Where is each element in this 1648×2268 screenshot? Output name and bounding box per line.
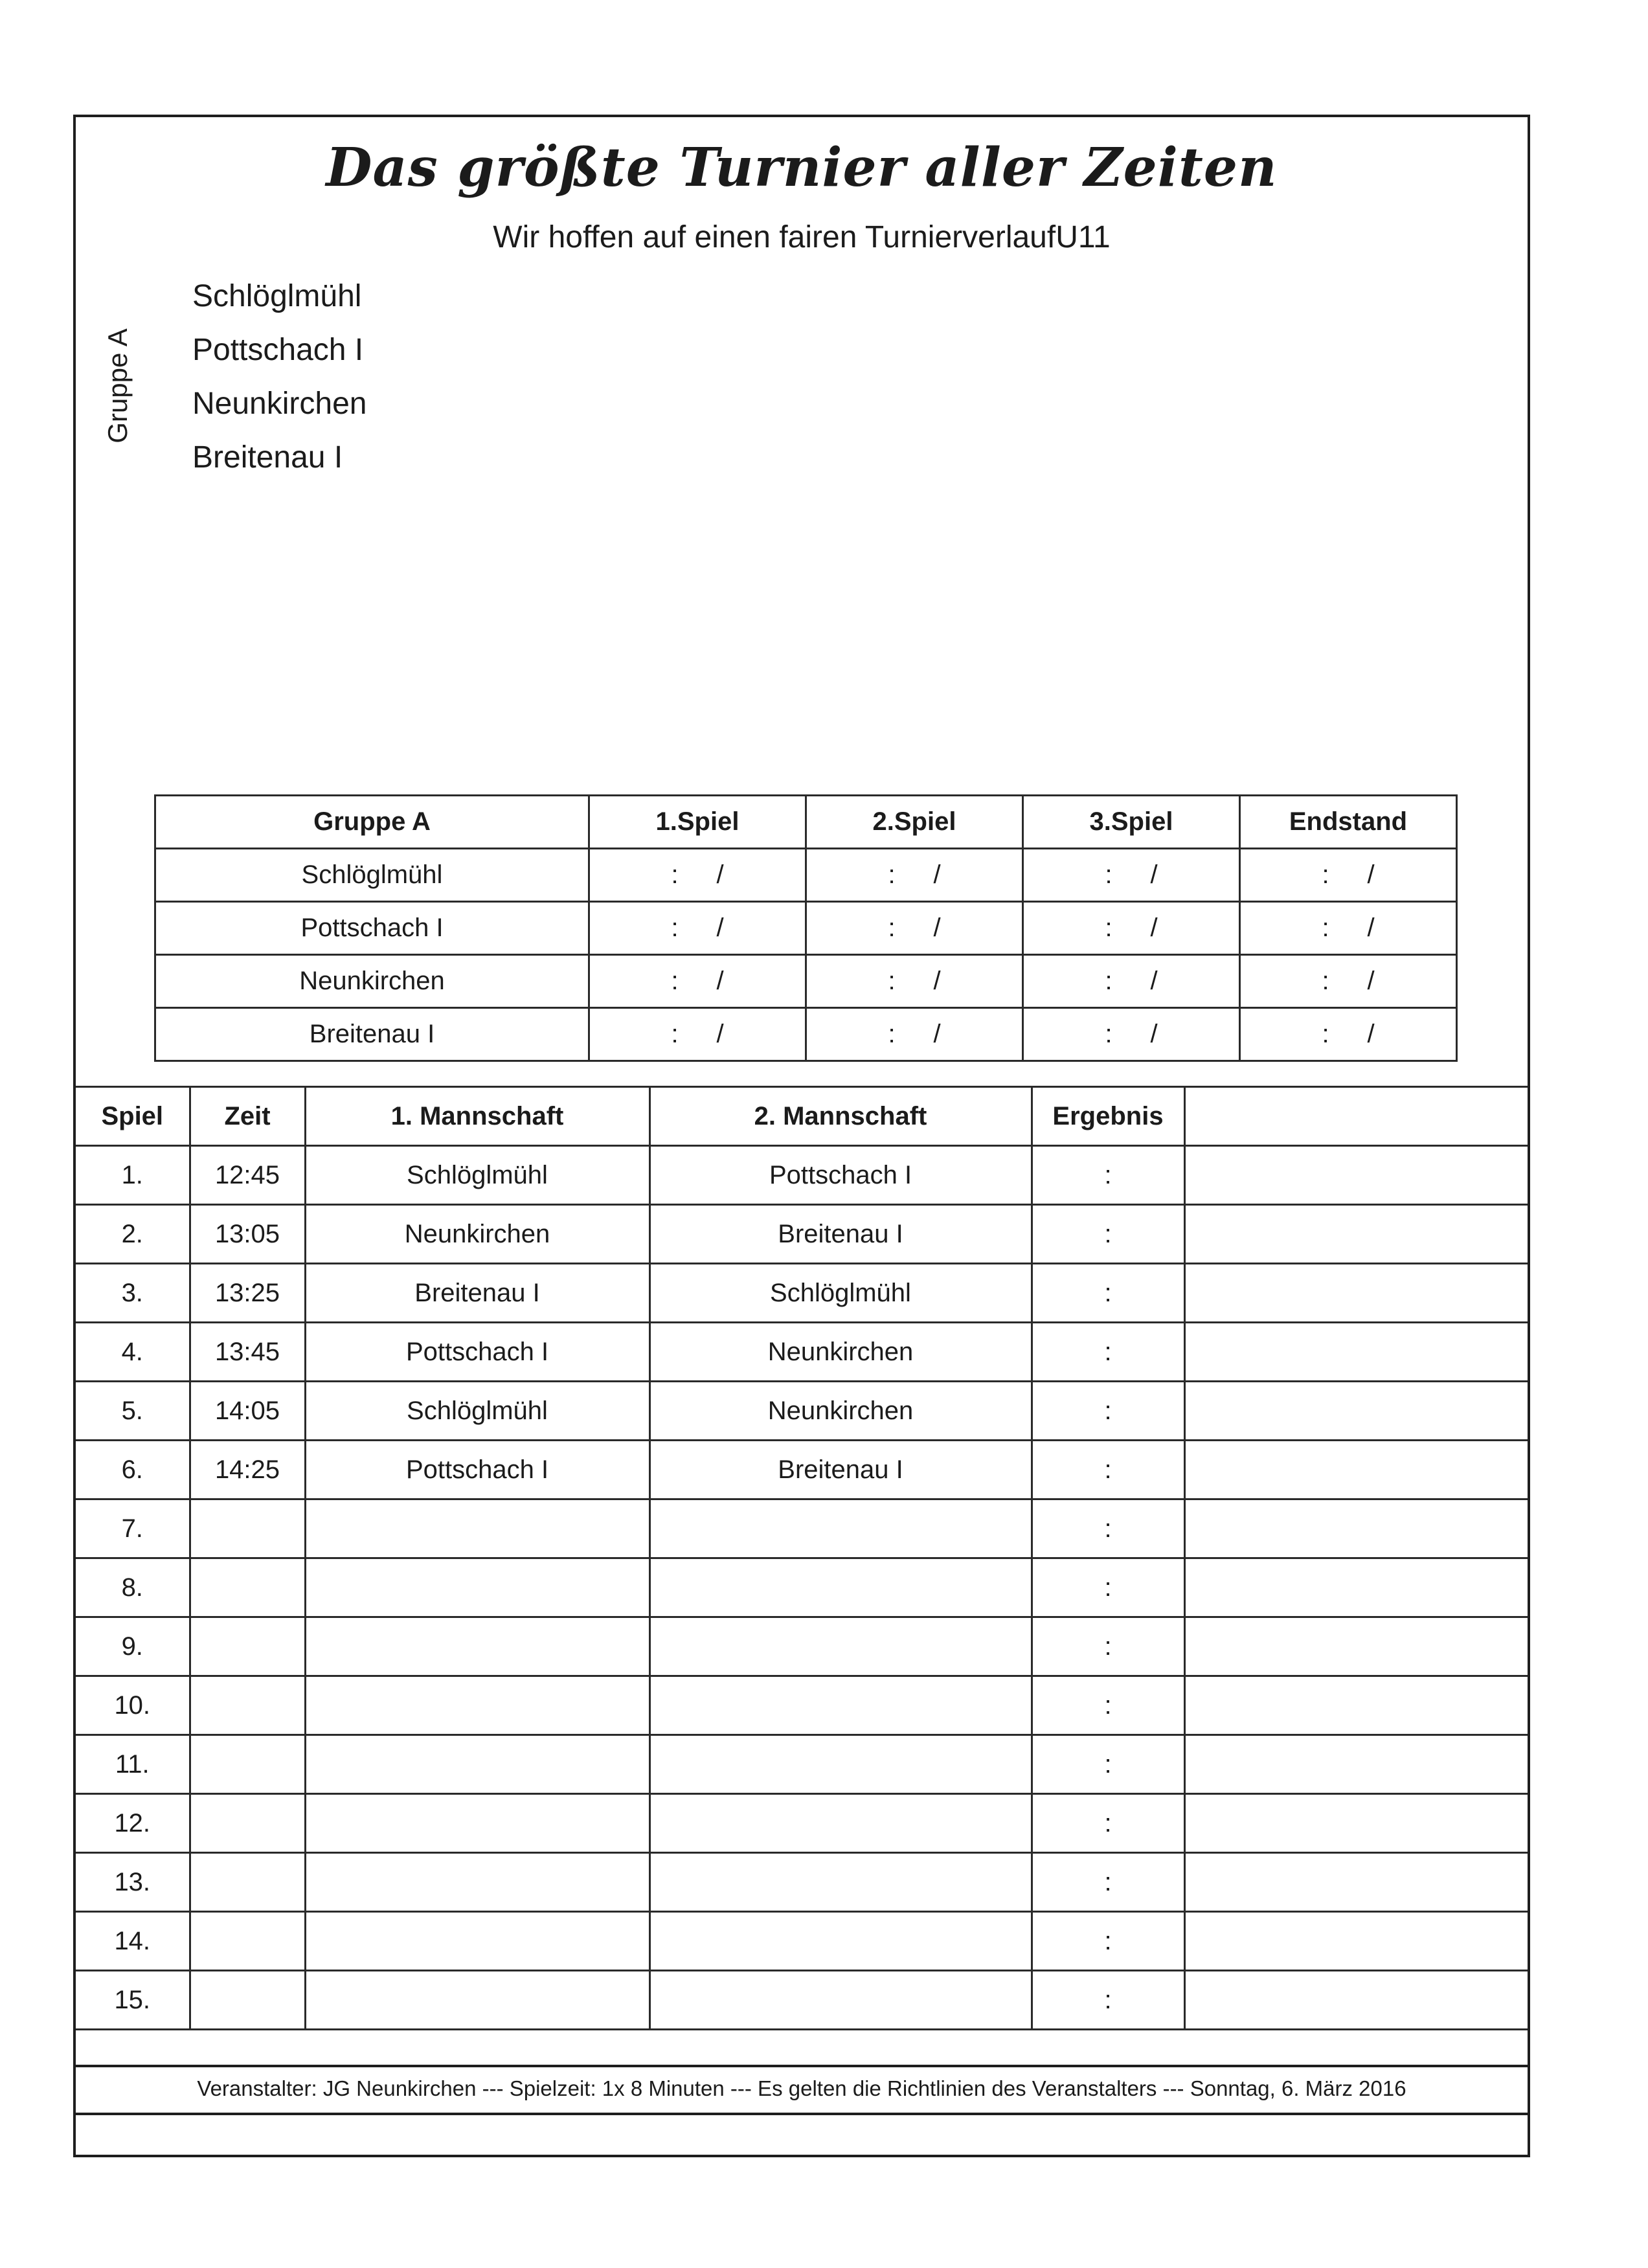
schedule-team2 <box>649 1499 1032 1558</box>
schedule-result[interactable]: : <box>1032 1735 1184 1794</box>
standings-score-cell[interactable] <box>1240 902 1457 955</box>
schedule-game-number: 12. <box>76 1794 190 1853</box>
schedule-notes[interactable] <box>1184 1264 1528 1323</box>
schedule-time <box>190 1735 305 1794</box>
standings-score-cell[interactable] <box>1023 849 1240 902</box>
schedule-row <box>76 1735 1528 1794</box>
standings-score-cell[interactable] <box>1023 955 1240 1008</box>
schedule-row <box>76 1499 1528 1558</box>
standings-score-cell[interactable] <box>806 902 1023 955</box>
schedule-team2 <box>649 1676 1032 1735</box>
standings-score-cell[interactable] <box>1240 955 1457 1008</box>
score-colon: : <box>888 860 896 889</box>
score-colon: : <box>671 914 679 942</box>
schedule-team2 <box>649 1912 1032 1971</box>
schedule-game-number: 10. <box>76 1676 190 1735</box>
schedule-notes[interactable] <box>1184 1499 1528 1558</box>
schedule-team2 <box>649 1853 1032 1912</box>
schedule-result[interactable]: : <box>1032 1617 1184 1676</box>
schedule-row <box>76 1323 1528 1382</box>
schedule-header-result: Ergebnis <box>1032 1087 1184 1146</box>
schedule-team1 <box>305 1558 649 1617</box>
group-team: Pottschach I <box>192 333 364 367</box>
schedule-row <box>76 1676 1528 1735</box>
schedule-time: 14:25 <box>190 1441 305 1499</box>
score-colon: : <box>888 914 896 942</box>
schedule-team2 <box>649 1617 1032 1676</box>
score-colon: : <box>888 1020 896 1048</box>
schedule-time: 13:05 <box>190 1205 305 1264</box>
schedule-team1 <box>305 1617 649 1676</box>
schedule-table <box>76 1086 1528 2030</box>
schedule-result[interactable]: : <box>1032 1794 1184 1853</box>
score-colon: : <box>671 967 679 995</box>
schedule-team1: Pottschach I <box>305 1441 649 1499</box>
score-slash: / <box>1367 967 1375 995</box>
score-colon: : <box>1105 914 1112 942</box>
schedule-game-number: 1. <box>76 1146 190 1205</box>
score-colon: : <box>1105 1020 1112 1048</box>
page-title: Das größte Turnier aller Zeiten <box>326 137 1278 199</box>
schedule-row <box>76 1382 1528 1441</box>
schedule-result[interactable]: : <box>1032 1146 1184 1205</box>
group-team: Neunkirchen <box>192 387 367 421</box>
schedule-notes[interactable] <box>1184 1617 1528 1676</box>
schedule-header-team1: 1. Mannschaft <box>305 1087 649 1146</box>
score-slash: / <box>933 1020 941 1048</box>
schedule-team1: Breitenau I <box>305 1264 649 1323</box>
standings-team: Schlöglmühl <box>155 849 589 902</box>
score-slash: / <box>1367 914 1375 942</box>
schedule-time <box>190 1794 305 1853</box>
score-slash: / <box>1367 1020 1375 1048</box>
schedule-notes[interactable] <box>1184 1735 1528 1794</box>
schedule-team2: Breitenau I <box>649 1205 1032 1264</box>
score-colon: : <box>671 860 679 889</box>
standings-team: Neunkirchen <box>155 955 589 1008</box>
schedule-row <box>76 1205 1528 1264</box>
schedule-notes[interactable] <box>1184 1794 1528 1853</box>
schedule-row <box>76 1971 1528 2030</box>
tournament-sheet <box>73 115 1530 2157</box>
standings-score-cell[interactable] <box>589 849 806 902</box>
schedule-row <box>76 1558 1528 1617</box>
schedule-game-number: 5. <box>76 1382 190 1441</box>
standings-score-cell[interactable] <box>806 1008 1023 1061</box>
schedule-result[interactable]: : <box>1032 1264 1184 1323</box>
schedule-game-number: 6. <box>76 1441 190 1499</box>
schedule-team1: Neunkirchen <box>305 1205 649 1264</box>
standings-score-cell[interactable] <box>806 849 1023 902</box>
standings-header-game3: 3.Spiel <box>1023 796 1240 849</box>
schedule-team2 <box>649 1794 1032 1853</box>
schedule-time <box>190 1558 305 1617</box>
schedule-row <box>76 1441 1528 1499</box>
schedule-time <box>190 1853 305 1912</box>
schedule-team2: Neunkirchen <box>649 1323 1032 1382</box>
standings-score-cell[interactable] <box>806 955 1023 1008</box>
schedule-team1: Schlöglmühl <box>305 1146 649 1205</box>
schedule-notes[interactable] <box>1184 1382 1528 1441</box>
schedule-team2: Schlöglmühl <box>649 1264 1032 1323</box>
standings-header-game1: 1.Spiel <box>589 796 806 849</box>
score-slash: / <box>716 914 724 942</box>
standings-score-cell[interactable] <box>1240 849 1457 902</box>
score-colon: : <box>888 967 896 995</box>
group-team-list <box>192 269 367 484</box>
schedule-team1 <box>305 1499 649 1558</box>
score-slash: / <box>933 860 941 889</box>
schedule-result[interactable]: : <box>1032 1676 1184 1735</box>
schedule-time: 14:05 <box>190 1382 305 1441</box>
schedule-game-number: 11. <box>76 1735 190 1794</box>
schedule-game-number: 2. <box>76 1205 190 1264</box>
schedule-header-time: Zeit <box>190 1087 305 1146</box>
group-label: Gruppe A <box>102 328 133 443</box>
schedule-game-number: 3. <box>76 1264 190 1323</box>
schedule-team1 <box>305 1794 649 1853</box>
schedule-header-game: Spiel <box>76 1087 190 1146</box>
schedule-team1 <box>305 1853 649 1912</box>
standings-row <box>155 1008 1457 1061</box>
standings-score-cell[interactable] <box>589 902 806 955</box>
score-colon: : <box>1105 860 1112 889</box>
schedule-row <box>76 1912 1528 1971</box>
standings-score-cell[interactable] <box>589 955 806 1008</box>
score-slash: / <box>933 914 941 942</box>
schedule-result[interactable]: : <box>1032 1205 1184 1264</box>
schedule-row <box>76 1264 1528 1323</box>
schedule-team2: Breitenau I <box>649 1441 1032 1499</box>
schedule-result[interactable]: : <box>1032 1853 1184 1912</box>
score-slash: / <box>716 1020 724 1048</box>
group-side-label <box>95 311 141 460</box>
standings-header-final: Endstand <box>1240 796 1457 849</box>
schedule-header-notes <box>1184 1087 1528 1146</box>
standings-team: Breitenau I <box>155 1008 589 1061</box>
schedule-time <box>190 1912 305 1971</box>
schedule-game-number: 7. <box>76 1499 190 1558</box>
schedule-notes[interactable] <box>1184 1853 1528 1912</box>
score-colon: : <box>671 1020 679 1048</box>
page-subtitle: Wir hoffen auf einen fairen TurnierverlaufU11 <box>493 220 1111 254</box>
schedule-time: 12:45 <box>190 1146 305 1205</box>
schedule-result[interactable]: : <box>1032 1558 1184 1617</box>
standings-header-group: Gruppe A <box>155 796 589 849</box>
schedule-team1: Schlöglmühl <box>305 1382 649 1441</box>
schedule-team2 <box>649 1735 1032 1794</box>
schedule-row <box>76 1794 1528 1853</box>
schedule-header-row <box>76 1087 1528 1146</box>
schedule-time <box>190 1676 305 1735</box>
score-slash: / <box>1367 860 1375 889</box>
score-colon: : <box>1322 860 1329 889</box>
score-slash: / <box>716 967 724 995</box>
schedule-time <box>190 1971 305 2030</box>
schedule-team1 <box>305 1971 649 2030</box>
schedule-team2: Pottschach I <box>649 1146 1032 1205</box>
standings-row <box>155 902 1457 955</box>
footer-note: Veranstalter: JG Neunkirchen --- Spielzeit: 1x 8 Minuten --- Es gelten die Richtlinien des Veranstalters --- Sonntag, 6. März 2016 <box>76 2065 1528 2115</box>
schedule-result[interactable]: : <box>1032 1971 1184 2030</box>
standings-score-cell[interactable] <box>1023 902 1240 955</box>
score-colon: : <box>1105 967 1112 995</box>
group-team: Schlöglmühl <box>192 279 362 313</box>
schedule-row <box>76 1853 1528 1912</box>
score-colon: : <box>1322 967 1329 995</box>
schedule-notes[interactable] <box>1184 1558 1528 1617</box>
standings-score-cell[interactable] <box>1240 1008 1457 1061</box>
schedule-team2 <box>649 1558 1032 1617</box>
standings-score-cell[interactable] <box>1023 1008 1240 1061</box>
score-colon: : <box>1322 914 1329 942</box>
score-slash: / <box>1150 914 1158 942</box>
standings-header-game2: 2.Spiel <box>806 796 1023 849</box>
score-slash: / <box>1150 860 1158 889</box>
schedule-game-number: 8. <box>76 1558 190 1617</box>
score-slash: / <box>1150 1020 1158 1048</box>
schedule-notes[interactable] <box>1184 1146 1528 1205</box>
score-slash: / <box>716 860 724 889</box>
schedule-team1 <box>305 1735 649 1794</box>
schedule-row <box>76 1617 1528 1676</box>
schedule-notes[interactable] <box>1184 1205 1528 1264</box>
schedule-time: 13:25 <box>190 1264 305 1323</box>
schedule-notes[interactable] <box>1184 1323 1528 1382</box>
schedule-row <box>76 1146 1528 1205</box>
schedule-team1 <box>305 1912 649 1971</box>
schedule-game-number: 14. <box>76 1912 190 1971</box>
schedule-result[interactable]: : <box>1032 1382 1184 1441</box>
schedule-notes[interactable] <box>1184 1912 1528 1971</box>
standings-row <box>155 955 1457 1008</box>
schedule-team1 <box>305 1676 649 1735</box>
schedule-result[interactable]: : <box>1032 1441 1184 1499</box>
schedule-time <box>190 1499 305 1558</box>
schedule-game-number: 13. <box>76 1853 190 1912</box>
schedule-time: 13:45 <box>190 1323 305 1382</box>
standings-score-cell[interactable] <box>589 1008 806 1061</box>
schedule-result[interactable]: : <box>1032 1499 1184 1558</box>
schedule-game-number: 9. <box>76 1617 190 1676</box>
schedule-game-number: 4. <box>76 1323 190 1382</box>
score-colon: : <box>1322 1020 1329 1048</box>
schedule-team1: Pottschach I <box>305 1323 649 1382</box>
schedule-time <box>190 1617 305 1676</box>
schedule-notes[interactable] <box>1184 1441 1528 1499</box>
score-slash: / <box>933 967 941 995</box>
schedule-team2 <box>649 1971 1032 2030</box>
schedule-result[interactable]: : <box>1032 1912 1184 1971</box>
schedule-notes[interactable] <box>1184 1971 1528 2030</box>
score-slash: / <box>1150 967 1158 995</box>
standings-table <box>154 794 1458 1062</box>
group-team: Breitenau I <box>192 440 343 475</box>
schedule-notes[interactable] <box>1184 1676 1528 1735</box>
schedule-team2: Neunkirchen <box>649 1382 1032 1441</box>
schedule-result[interactable]: : <box>1032 1323 1184 1382</box>
standings-header-row <box>155 796 1457 849</box>
standings-team: Pottschach I <box>155 902 589 955</box>
schedule-game-number: 15. <box>76 1971 190 2030</box>
schedule-header-team2: 2. Mannschaft <box>649 1087 1032 1146</box>
standings-row <box>155 849 1457 902</box>
